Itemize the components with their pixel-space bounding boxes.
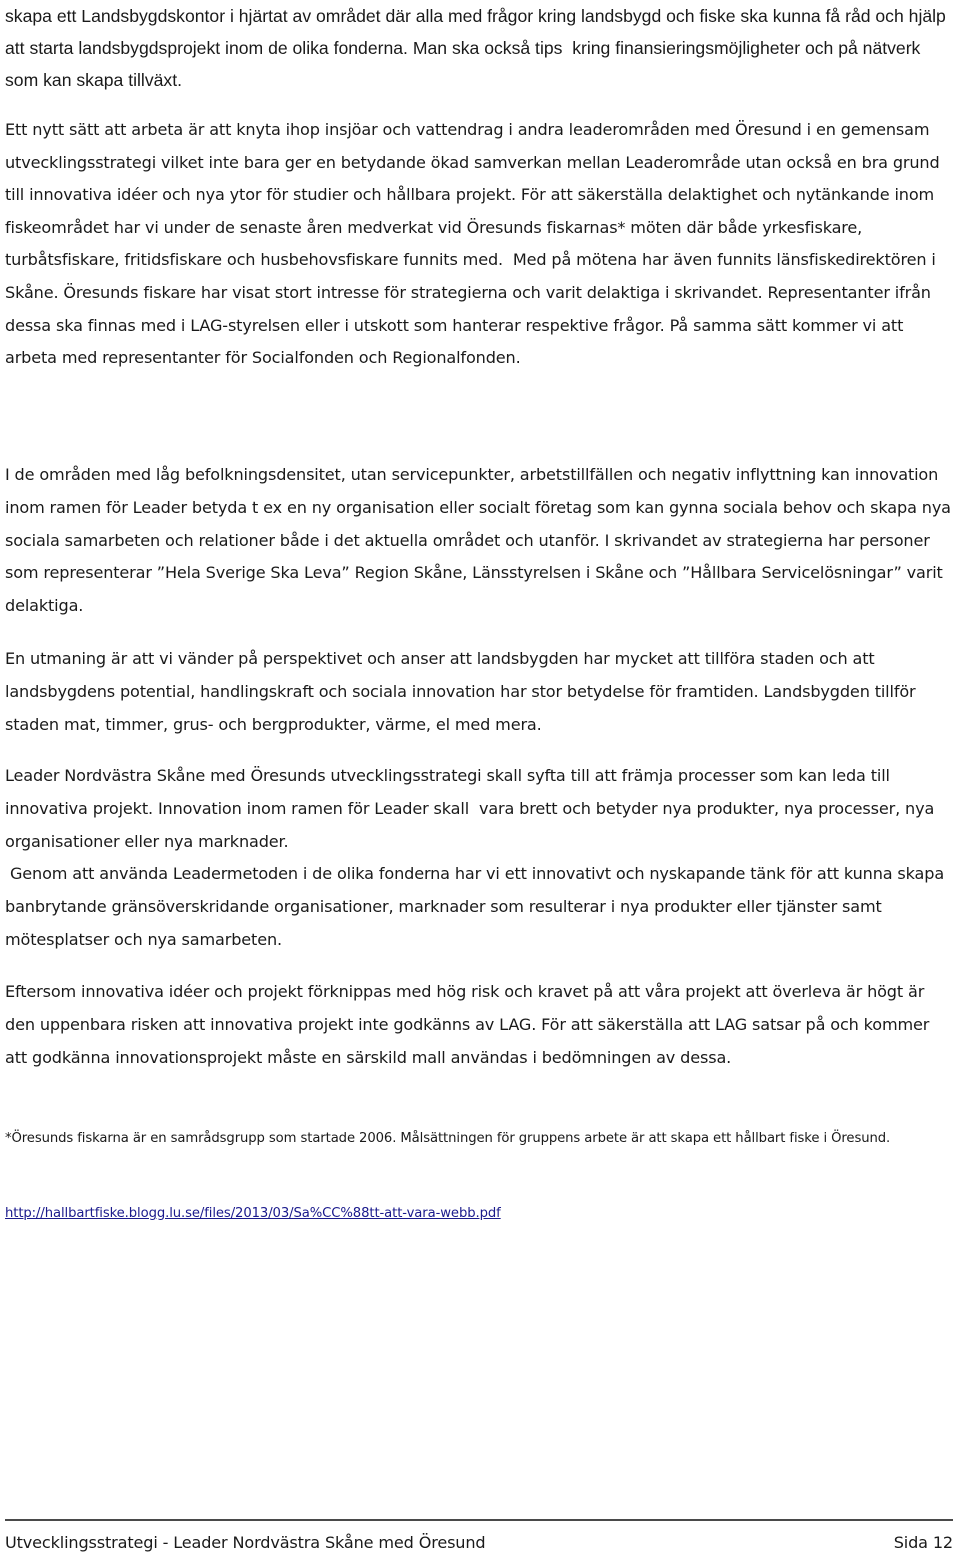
page-footer [5, 1527, 953, 1559]
paragraph-rural-perspective: En utmaning är att vi vänder på perspektivet och anser att landsbygden har mycket att tillföra staden och att landsbygdens potential, handlingskraft och sociala innovation har stor betydelse för framtiden. Landsbygden tillför staden mat, timmer, grus- och bergprodukter, värme, el med mera. [5, 649, 921, 734]
footer-page-number: Sida 12 [893, 1533, 953, 1552]
footer-document-title: Utvecklingsstrategi - Leader Nordvästra Skåne med Öresund [5, 1533, 486, 1552]
document-page [5, 0, 956, 1555]
reference-link-line [5, 1201, 953, 1227]
paragraph-low-density-innovation: I de områden med låg befolkningsdensitet, utan servicepunkter, arbetstillfällen och negativ inflyttning kan innovation inom ramen för Leader betyda t ex en ny organisation eller socialt företag som kan gynna sociala behov och skapa nya sociala samarbeten och relationer både i det aktuella området och utanför. I skrivandet av strategierna har personer som representerar ”Hela Sverige Ska Leva” Region Skåne, Länsstyrelsen i Skåne och ”Hållbara Servicelösningar” varit delaktiga. [5, 465, 956, 616]
paragraph-leader-strategy: Leader Nordvästra Skåne med Öresunds utvecklingsstrategi skall syfta till att främja processer som kan leda till innovativa projekt. Innovation inom ramen för Leader skall vara brett och betyder nya produkter, nya processer, nya organisationer eller nya marknader. Genom att använda Leadermetoden i de olika fonderna har vi ett innovativt och nyskapande tänk för att kunna skapa banbrytande gränsöverskridande organisationer, marknader som resulterar i nya produkter eller tjänster samt mötesplatser och nya samarbeten. [5, 766, 945, 949]
paragraph-innovation-risk: Eftersom innovativa idéer och projekt förknippas med hög risk och kravet på att våra projekt att överleva är högt är den uppenbara risken att innovativa projekt inte godkänns av LAG. För att säkerställa att LAG satsar på och kommer att godkänna innovationsprojekt måste en särskild mall användas i bedömningen av dessa. [5, 982, 935, 1067]
reference-link[interactable]: http://hallbartfiske.blogg.lu.se/files/2013/03/Sa%CC%88tt-att-vara-webb.pdf [5, 1206, 501, 1221]
intro-paragraph-continuation: skapa ett Landsbygdskontor i hjärtat av området där alla med frågor kring landsbygd och fiske ska kunna få råd och hjälp att starta landsbygdsprojekt inom de olika fonderna. Man ska också tips kring finansieringsmöjligheter och på nätverk som kan skapa tillväxt. [5, 6, 951, 90]
paragraph-fishing-collaboration: Ett nytt sätt att arbeta är att knyta ihop insjöar och vattendrag i andra leaderområden med Öresund i en gemensam utvecklingsstrategi vilket inte bara ger en betydande ökad samverkan mellan Leaderområde utan också en bra grund till innovativa idéer och nya ytor för studier och hållbara projekt. För att säkerställa delaktighet och nytänkande inom fiskeområdet har vi under de senaste åren medverkat vid Öresunds fiskarnas* möten där både yrkesfiskare, turbåtsfiskare, fritidsfiskare och husbehovsfiskare funnits med. Med på mötena har även funnits länsfiskedirektören i Skåne. Öresunds fiskare har visat stort intresse för strategierna och varit delaktiga i skrivandet. Representanter ifrån dessa ska finnas med i LAG-styrelsen eller i utskott som hanterar respektive frågor. På samma sätt kommer vi att arbeta med representanter för Socialfonden och Regionalfonden. [5, 120, 945, 368]
footer-divider [5, 1519, 953, 1521]
footnote: *Öresunds fiskarna är en samrådsgrupp som startade 2006. Målsättningen för gruppens arbete är att skapa ett hållbart fiske i Öresund. [5, 1131, 891, 1146]
